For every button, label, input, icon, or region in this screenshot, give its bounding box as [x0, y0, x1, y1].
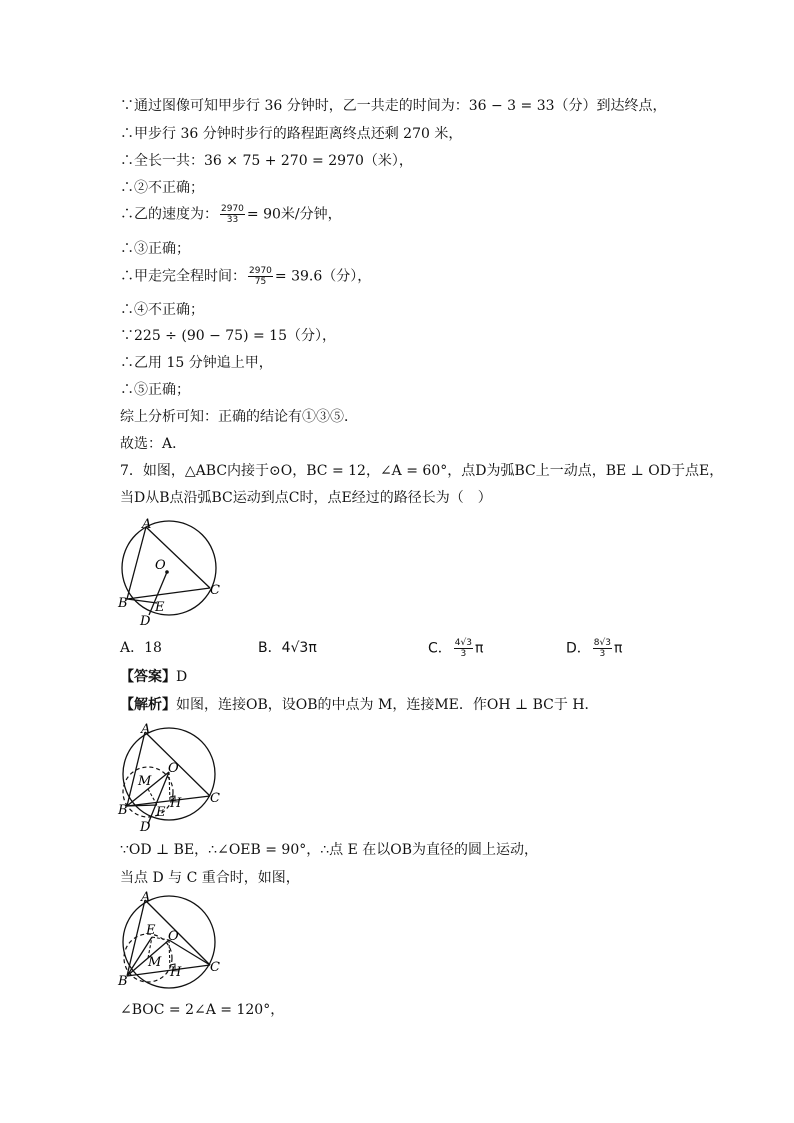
text-line-13: 故选：A．: [120, 436, 187, 452]
speed-fraction: [220, 204, 245, 225]
text-line-9: ∵225 ÷ (90 − 75) = 15（分），: [120, 328, 336, 344]
fig1-label-o: O: [155, 558, 166, 573]
text-line-14: ∵OD ⊥ BE，∴∠OEB = 90°，∴点 E 在以OB为直径的圆上运动，: [120, 842, 539, 858]
fig1-label-a: A: [142, 517, 152, 532]
option-b-radical: √3: [290, 640, 309, 656]
text-line-4: ∴②不正确；: [120, 180, 204, 196]
option-b: [258, 638, 317, 658]
fig2-label-e: E: [156, 805, 166, 820]
option-b-prefix: B．4: [258, 640, 291, 656]
fig3-label-a: A: [141, 890, 151, 905]
text-line-11: ∴⑤正确；: [120, 382, 190, 398]
fig1-label-b: B: [118, 596, 128, 611]
question-figure: [112, 512, 232, 632]
text-line-3: ∴全长一共：36 × 75 + 270 = 2970（米），: [120, 153, 413, 169]
option-c-fraction: [454, 638, 473, 659]
option-d-num: 8√3: [593, 638, 611, 648]
fig2-label-h: H: [170, 796, 182, 811]
text-line-2: ∴甲步行 36 分钟时步行的路程距离终点还剩 270 米，: [120, 126, 463, 142]
fig1-label-c: C: [210, 583, 220, 598]
time-fraction-den: 75: [254, 277, 267, 287]
option-c: [428, 638, 483, 659]
text-line-15: 当点 D 与 C 重合时，如图，: [120, 870, 300, 886]
speed-fraction-num: 2970: [221, 204, 244, 214]
option-c-prefix: C．: [428, 640, 452, 657]
option-c-num: 4√3: [454, 638, 472, 648]
fig3-label-h: H: [170, 965, 182, 980]
fig2-label-c: C: [210, 791, 220, 806]
fig3-label-m: M: [148, 955, 162, 970]
text-line-7: [120, 266, 371, 287]
answer-value: D: [176, 669, 188, 685]
analysis-tag: 【解析】: [120, 697, 176, 713]
option-d-pi: π: [613, 640, 623, 657]
option-b-pi: π: [308, 640, 317, 656]
option-d-prefix: D．: [566, 640, 591, 657]
time-result: = 39.6（分），: [274, 268, 372, 285]
answer-line: [120, 667, 187, 687]
time-label: ∴甲走完全程时间：: [120, 268, 246, 285]
fig1-label-e: E: [155, 600, 165, 615]
option-c-den: 3: [460, 649, 467, 659]
option-d-den: 3: [599, 649, 606, 659]
analysis-text: 如图，连接OB，设OB的中点为 M，连接ME．作OH ⊥ BC于 H．: [176, 697, 599, 713]
fig3-label-o: O: [168, 929, 179, 944]
option-a: A．18: [120, 640, 162, 656]
fig3-label-e: E: [146, 923, 156, 938]
text-line-6: ∴③正确；: [120, 241, 190, 257]
option-d: [566, 638, 622, 659]
question-7-line-2: 当D从B点沿弧BC运动到点C时，点E经过的路径长为（ ）: [120, 490, 492, 506]
speed-fraction-den: 33: [226, 215, 239, 225]
fig2-label-b: B: [118, 803, 128, 818]
fig2-label-a: A: [141, 722, 151, 737]
answer-tag: 【答案】: [120, 669, 176, 685]
text-line-1: ∵通过图像可知甲步行 36 分钟时，乙一共走的时间为：36 − 3 = 33（分）到达终点，: [120, 98, 667, 114]
option-c-pi: π: [474, 640, 484, 657]
fig3-label-b: B: [118, 974, 128, 989]
fig2-label-d: D: [140, 820, 151, 835]
speed-result: = 90米/分钟，: [246, 206, 342, 223]
fig2-label-o: O: [168, 761, 179, 776]
fig3-label-c: C: [210, 960, 220, 975]
option-d-fraction: [593, 638, 612, 659]
text-line-5: [120, 204, 342, 225]
speed-label: ∴乙的速度为：: [120, 206, 218, 223]
text-line-16: ∠BOC = 2∠A = 120°，: [120, 1002, 285, 1018]
time-fraction-num: 2970: [249, 266, 272, 276]
fig1-label-d: D: [140, 614, 151, 629]
analysis-line: [120, 695, 599, 715]
text-line-12: 综上分析可知：正确的结论有①③⑤．: [120, 409, 358, 425]
text-line-8: ∴④不正确；: [120, 302, 204, 318]
fig2-label-m: M: [138, 774, 152, 789]
text-line-10: ∴乙用 15 分钟追上甲，: [120, 355, 273, 371]
question-7-line-1: 7．如图，△ABC内接于⊙O，BC = 12，∠A = 60°，点D为弧BC上一动点，BE ⊥ OD于点E，: [120, 463, 724, 479]
time-fraction: [248, 266, 273, 287]
coincide-figure: [112, 890, 232, 998]
analysis-figure: [112, 718, 232, 836]
